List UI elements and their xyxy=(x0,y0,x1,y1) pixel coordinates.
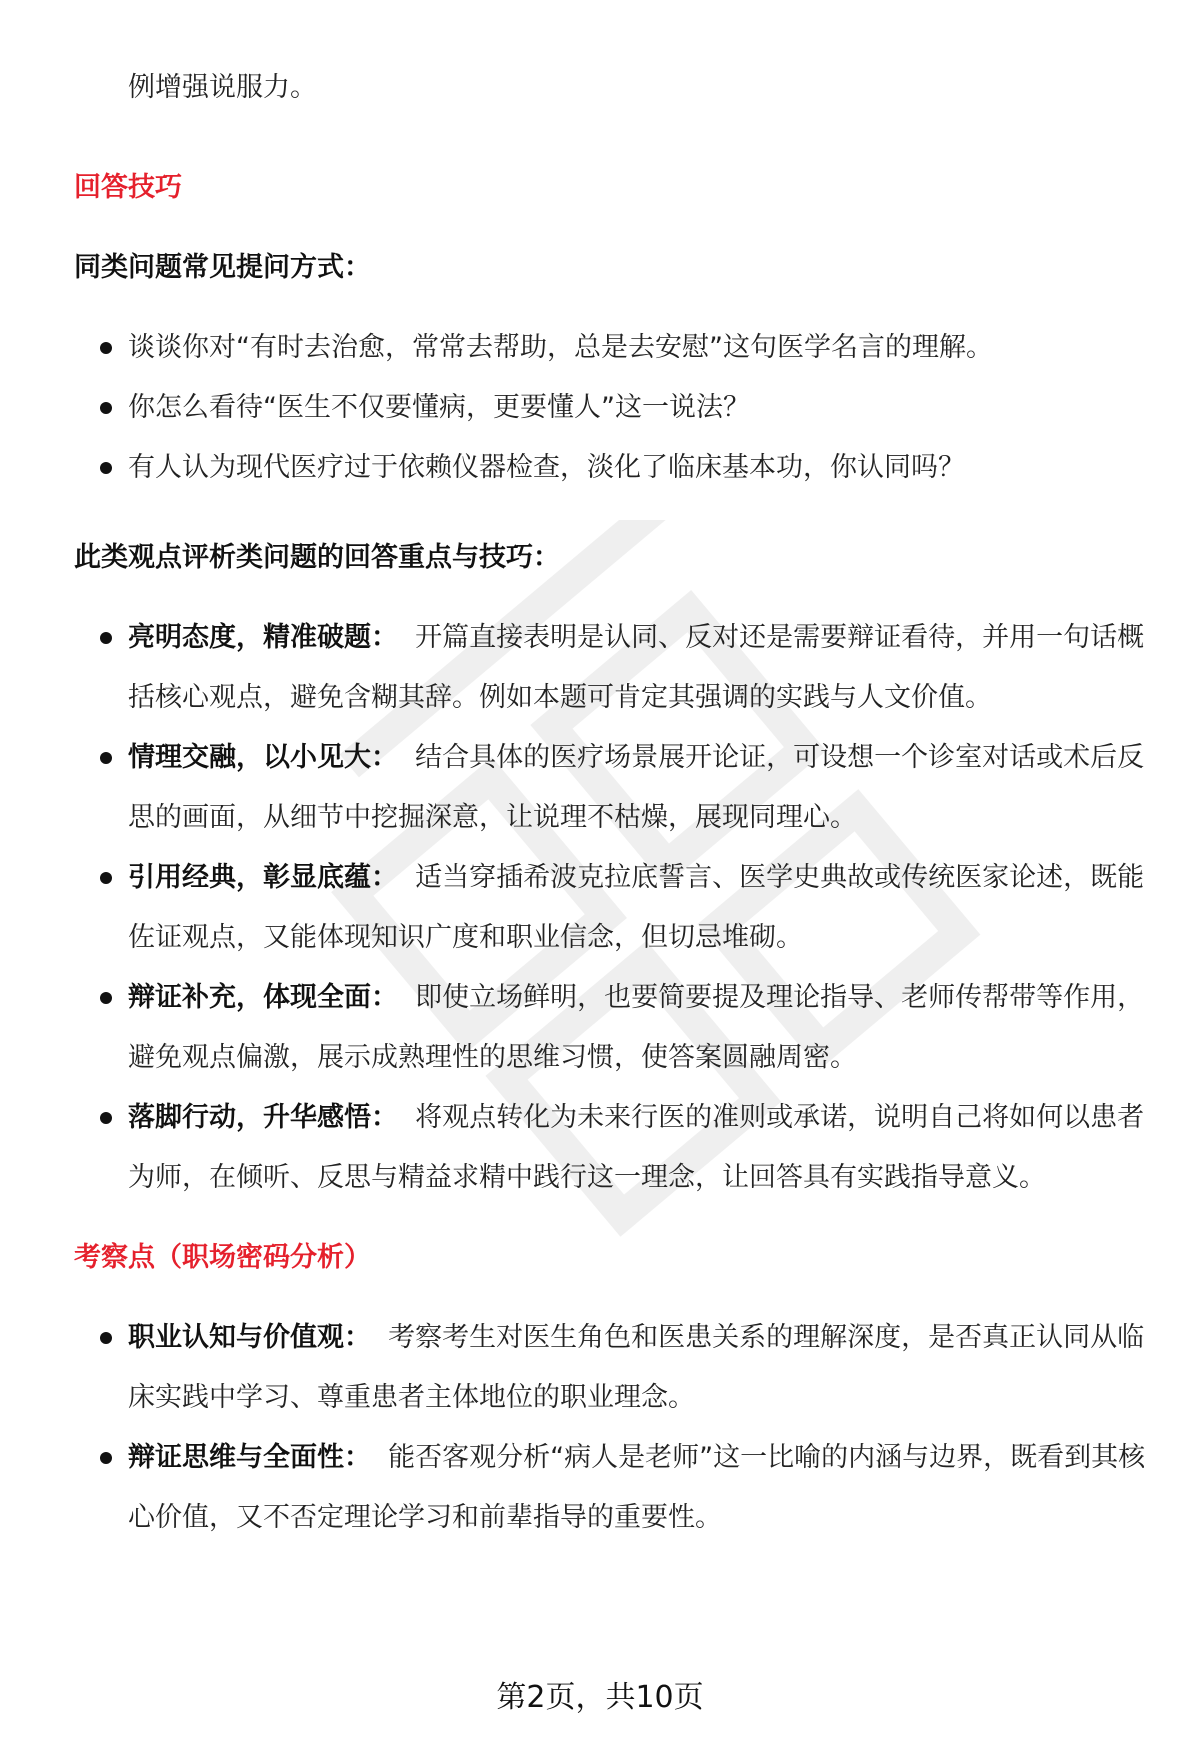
assessment-points-list xyxy=(74,1308,1154,1548)
document-content xyxy=(74,58,1154,1548)
list-item: 有人认为现代医疗过于依赖仪器检查，淡化了临床基本功，你认同吗？ xyxy=(74,438,1154,498)
tip-text: 即使立场鲜明，也要简要提及理论指导、老师传帮带等作用，避免观点偏激，展示成熟理性的思维习惯，使答案圆融周密。 xyxy=(128,982,1145,1073)
list-item xyxy=(74,608,1154,728)
list-item xyxy=(74,968,1154,1088)
tip-lead: 落脚行动，升华感悟： xyxy=(128,1102,398,1133)
bullet-icon xyxy=(100,872,112,884)
bullet-icon xyxy=(100,1332,112,1344)
tip-text: 将观点转化为未来行医的准则或承诺，说明自己将如何以患者为师，在倾听、反思与精益求精中践行这一理念，让回答具有实践指导意义。 xyxy=(128,1102,1145,1193)
list-item xyxy=(74,1428,1154,1548)
tip-lead: 情理交融，以小见大： xyxy=(128,742,398,773)
point-text: 考察考生对医生角色和医患关系的理解深度，是否真正认同从临床实践中学习、尊重患者主体地位的职业理念。 xyxy=(128,1322,1145,1413)
bullet-icon xyxy=(100,632,112,644)
tip-lead: 引用经典，彰显底蕴： xyxy=(128,862,398,893)
tip-text: 适当穿插希波克拉底誓言、医学史典故或传统医家论述，既能佐证观点，又能体现知识广度和职业信念，但切忌堆砌。 xyxy=(128,862,1145,953)
list-item xyxy=(74,728,1154,848)
list-item: 你怎么看待“医生不仅要懂病，更要懂人”这一说法？ xyxy=(74,378,1154,438)
point-lead: 辩证思维与全面性： xyxy=(128,1442,371,1473)
answer-tips-list xyxy=(74,608,1154,1208)
bullet-icon xyxy=(100,342,112,354)
section-title-answer-skills: 回答技巧 xyxy=(74,172,182,203)
section-title-assessment-points: 考察点（职场密码分析） xyxy=(74,1242,371,1273)
bullet-icon xyxy=(100,992,112,1004)
bullet-icon xyxy=(100,462,112,474)
subheading-answer-tips: 此类观点评析类问题的回答重点与技巧： xyxy=(74,542,560,573)
list-item: 谈谈你对“有时去治愈，常常去帮助，总是去安慰”这句医学名言的理解。 xyxy=(74,318,1154,378)
bullet-icon xyxy=(100,1452,112,1464)
bullet-icon xyxy=(100,402,112,414)
tip-text: 结合具体的医疗场景展开论证，可设想一个诊室对话或术后反思的画面，从细节中挖掘深意，让说理不枯燥，展现同理心。 xyxy=(128,742,1145,833)
similar-questions-list xyxy=(74,318,1154,498)
page-number-footer: 第2页，共10页 xyxy=(496,1680,704,1715)
tip-text: 开篇直接表明是认同、反对还是需要辩证看待，并用一句话概括核心观点，避免含糊其辞。例如本题可肯定其强调的实践与人文价值。 xyxy=(128,622,1145,713)
list-item xyxy=(74,1088,1154,1208)
list-item xyxy=(74,1308,1154,1428)
point-text: 能否客观分析“病人是老师”这一比喻的内涵与边界，既看到其核心价值，又不否定理论学习和前辈指导的重要性。 xyxy=(128,1442,1146,1533)
tip-lead: 亮明态度，精准破题： xyxy=(128,622,398,653)
bullet-icon xyxy=(100,752,112,764)
point-lead: 职业认知与价值观： xyxy=(128,1322,371,1353)
bullet-icon xyxy=(100,1112,112,1124)
subheading-similar-questions: 同类问题常见提问方式： xyxy=(74,252,371,283)
list-item xyxy=(74,848,1154,968)
tip-lead: 辩证补充，体现全面： xyxy=(128,982,398,1013)
paragraph-continuation: 例增强说服力。 xyxy=(128,72,317,103)
